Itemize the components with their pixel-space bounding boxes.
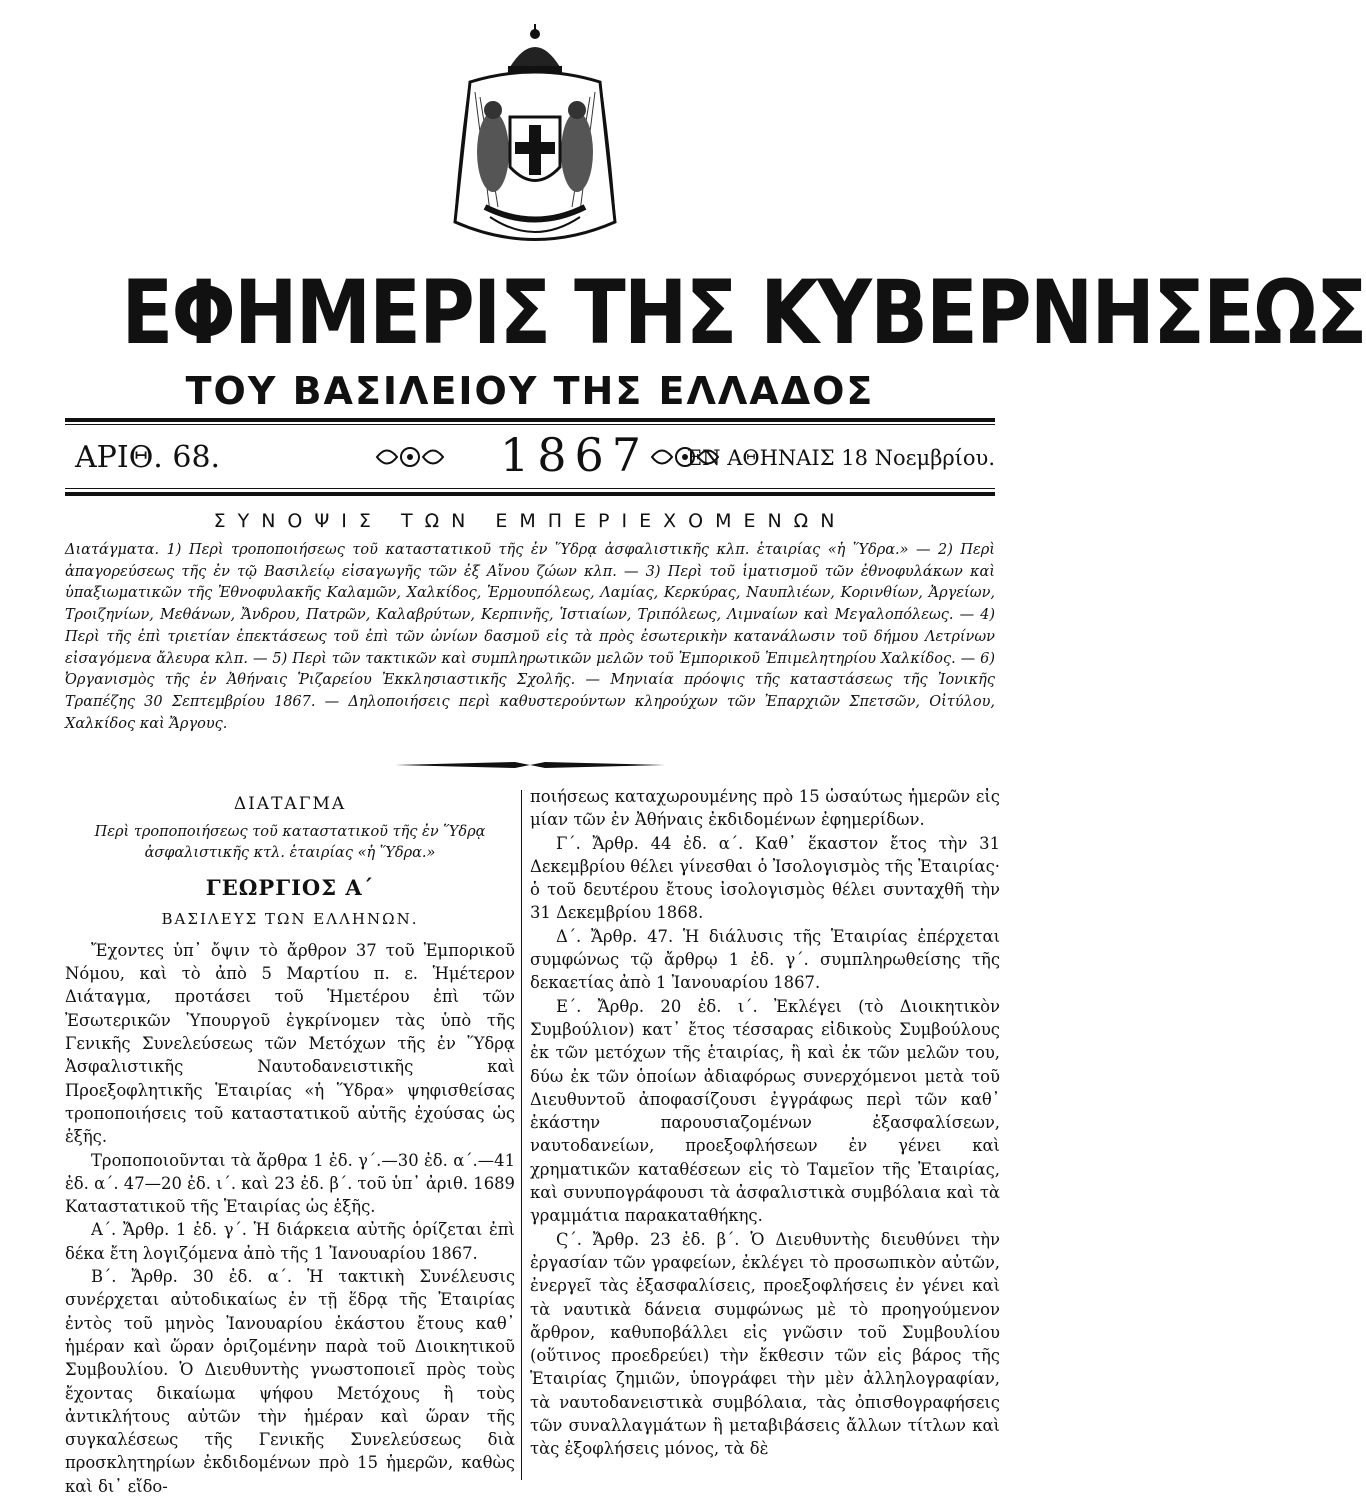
paragraph: ποιήσεως καταχωρουμένης πρὸ 15 ὡσαύτως ἡμερῶν εἰς μίαν τῶν ἐν Ἀθήναις ἐκδιδομένων ἐφημερίδων.	[530, 787, 1000, 830]
top-rule	[65, 418, 995, 422]
decree-subject: Περὶ τροποποιήσεως τοῦ καταστατικοῦ τῆς ἐν Ὕδρᾳ ἀσφαλιστικῆς κτλ. ἑταιρίας «ἡ Ὕδρα.»	[94, 824, 486, 862]
toc-title: ΣΥΝΟΨΙΣ ΤΩΝ ΕΜΠΕΡΙΕΧΟΜΕΝΩΝ	[213, 510, 847, 532]
paragraph: Τροποποιοῦνται τὰ ἄρθρα 1 ἐδ. γ΄.—30 ἐδ. α΄.—41 ἐδ. α΄. 47—20 ἐδ. ι΄. καὶ 23 ἐδ. β΄. τοῦ ὑπ᾽ ἀριθ. 1689 Καταστατικοῦ τῆς Ἑταιρίας ὡς ἑξῆς.	[65, 1150, 515, 1217]
top-rule-thin	[65, 424, 995, 425]
masthead-subtitle: ΤΟΥ ΒΑΣΙΛΕΙΟΥ ΤΗΣ ΕΛΛΑΔΟΣ	[185, 369, 875, 413]
issue-rule	[65, 492, 995, 496]
issue-number: ΑΡΙΘ. 68.	[75, 440, 221, 475]
issue-rule-thin	[65, 488, 995, 489]
right-column	[530, 785, 1000, 1461]
paragraph: Δ΄. Ἄρθρ. 47. Ἡ διάλυσις τῆς Ἑταιρίας ἐπέρχεται συμφώνως τῷ ἄρθρῳ 1 ἐδ. γ΄. συμπληρωθείσης τῆς δεκαετίας ἀπὸ 1 Ἰανουαρίου 1867.	[530, 926, 1000, 993]
king-name: ΓΕΩΡΓΙΟΣ Α΄	[205, 875, 375, 901]
coat-of-arms-icon	[430, 22, 640, 262]
gazette-page	[55, 0, 1366, 1500]
column-divider	[521, 790, 522, 1480]
left-column	[65, 785, 515, 1498]
masthead-title: ΕΦΗΜΕΡΙΣ ΤΗΣ ΚΥΒΕΡΝΗΣΕΩΣ	[121, 261, 1366, 364]
paragraph: Ε΄. Ἄρθρ. 20 ἐδ. ι΄. Ἐκλέγει (τὸ Διοικητικὸν Συμβούλιον) κατ᾽ ἔτος τέσσαρας εἰδικοὺς Συμβούλους ἐκ τῶν μετόχων τῆς ἑταιρίας, ἢ καὶ ἐκ τῶν μελῶν του, δύω ἐκ τῶν ὁποίων ἀδιαφόρως συνερχόμενοι μετὰ τοῦ Διευθυντοῦ ἀποφασίζουσι ἐγγράφως περὶ τῶν καθ᾽ ἑκάστην παρουσιαζομένων ἐξασφαλίσεων, ναυτοδανείων, προεξοφλήσεων ἐν γένει καὶ χρηματικῶν καταθέσεων εἰς τὸ Ταμεῖον τῆς Ἑταιρίας, καὶ συνυπογράφουσι τὰ ἀσφαλιστικὰ συμβόλαια καὶ τὰ γραμμάτια παρακαταθήκης.	[530, 996, 1000, 1226]
ornament-icon	[375, 442, 445, 472]
paragraph: Β΄. Ἄρθρ. 30 ἐδ. α΄. Ἡ τακτικὴ Συνέλευσις συνέρχεται αὐτοδικαίως ἐν τῇ ἕδρᾳ τῆς Ἑταιρίας ἐντὸς τοῦ μηνὸς Ἰανουαρίου ἑκάστου ἔτους καθ᾽ ἡμέραν καὶ ὥραν ὁριζομένην παρὰ τοῦ Διοικητικοῦ Συμβουλίου. Ὁ Διευθυντὴς γνωστοποιεῖ πρὸς τοὺς ἔχοντας δικαίωμα ψήφου Μετόχους ἢ τοὺς ἀντικλήτους αὐτῶν τὴν ἡμέραν καὶ ὥραν τῆς συγκαλέσεως τῆς Γενικῆς Συνελεύσεως διὰ προσκλητηρίων ἐκδιδομένων πρὸ 15 ἡμερῶν, καθὼς καὶ δι᾽ εἴδο-	[65, 1267, 515, 1496]
issue-place-date: ΕΝ ΑΘΗΝΑΙΣ 18 Νοεμβρίου.	[686, 446, 995, 470]
issue-row	[65, 428, 995, 484]
issue-year: 1867	[500, 428, 650, 482]
toc-text: Διατάγματα. 1) Περὶ τροποποιήσεως τοῦ καταστατικοῦ τῆς ἐν Ὕδρᾳ ἀσφαλιστικῆς κλπ. ἑταιρίας «ἡ Ὕδρα.» — 2) Περὶ ἀπαγορεύσεως τῆς ἐν τῷ Βασιλείῳ εἰσαγωγῆς τῶν ἐξ Αἴνου ζώων κλπ. — 3) Περὶ τοῦ ἱματισμοῦ τῶν ἐθνοφυλάκων καὶ ὑπαξιωματικῶν τῆς Ἐθνοφυλακῆς Καλαμῶν, Χαλκίδος, Ἑρμουπόλεως, Λαμίας, Κερκύρας, Ναυπλιέων, Κορινθίων, Ἀργείων, Τροιζηνίων, Μεθάνων, Ἄνδρου, Πατρῶν, Καλαβρύτων, Κερπινῆς, Ἱστιαίων, Τριπόλεως, Λιμναίων καὶ Μεγαλοπόλεως. — 4) Περὶ τῆς ἐπὶ τριετίαν ἐπεκτάσεως τοῦ ἐπὶ τῶν ὠνίων δασμοῦ εἰς τὰ πρὸς ἐσωτερικὴν κατανάλωσιν τοῦ δήμου Λετρίνων εἰσαγόμενα ἄλευρα κλπ. — 5) Περὶ τῶν τακτικῶν καὶ συμπληρωτικῶν μελῶν τοῦ Ἐμπορικοῦ Ἐπιμελητηρίου Χαλκίδος. — 6) Ὀργανισμὸς τῆς ἐν Ἀθήναις Ῥιζαρείου Ἐκκλησιαστικῆς Σχολῆς. — Μηνιαία πρόοψις τῆς καταστάσεως τῆς Ἰονικῆς Τραπέζης 30 Σεπτεμβρίου 1867. — Δηλοποιήσεις περὶ καθυστερούντων κληρούχων τῶν Ἐπαρχιῶν Σπετσῶν, Οἰτύλου, Χαλκίδος καὶ Ἄργους.	[65, 542, 995, 732]
paragraph: Ἔχοντες ὑπ᾽ ὄψιν τὸ ἄρθρον 37 τοῦ Ἐμπορικοῦ Νόμου, καὶ τὸ ἀπὸ 5 Μαρτίου π. ε. Ἡμέτερον Διάταγμα, προτάσει τοῦ Ἡμετέρου ἐπὶ τῶν Ἐσωτερικῶν Ὑπουργοῦ ἐγκρίνομεν τὰς ὑπὸ τῆς Γενικῆς Συνελεύσεως τῶν Μετόχων τῆς ἐν Ὕδρᾳ Ἀσφαλιστικῆς Ναυτοδανειστικῆς καὶ Προεξοφλητικῆς Ἑταιρίας «ἡ Ὕδρα» ψηφισθείσας τροποποιήσεις τοῦ καταστατικοῦ αὐτῆς ἐχούσας ὡς ἑξῆς.	[65, 940, 515, 1147]
paragraph: Α΄. Ἄρθρ. 1 ἐδ. γ΄. Ἡ διάρκεια αὐτῆς ὁρίζεται ἐπὶ δέκα ἔτη λογιζόμενα ἀπὸ τῆς 1 Ἰανουαρίου 1867.	[65, 1220, 515, 1263]
paragraph: Ϛ΄. Ἄρθρ. 23 ἐδ. β΄. Ὁ Διευθυντὴς διευθύνει τὴν ἐργασίαν τῶν γραφείων, ἐκλέγει τὸ προσωπικὸν αὐτῶν, ἐνεργεῖ τὰς ἐξασφαλίσεις, προεξοφλήσεις ἐν γένει καὶ τὰ ναυτικὰ δάνεια συμφώνως μὲ τὸ προηγούμενον ἄρθρον, καθυποβάλλει εἰς γνῶσιν τοῦ Συμβουλίου (οὕτινος προεδρεύει) τὴν ἔκθεσιν τῶν εἰς βάρος τῆς Ἑταιρίας ζημιῶν, ὑπογράφει τὴν μὲν ἀλληλογραφίαν, τὰ ναυτοδανειστικὰ συμβόλαια, τὰς ὀπισθογραφήσεις τῶν συναλλαγμάτων ἢ μεταβιβάσεις ἄλλων τίτλων καὶ τὰς ἐξοφλήσεις μόνος, τὰ δὲ	[530, 1229, 1000, 1459]
king-title: ΒΑΣΙΛΕΥΣ ΤΩΝ ΕΛΛΗΝΩΝ.	[161, 909, 419, 928]
decree-title: ΔΙΑΤΑΓΜΑ	[233, 794, 347, 814]
divider-ornament-icon	[395, 760, 665, 770]
paragraph: Γ΄. Ἄρθρ. 44 ἐδ. α΄. Καθ᾽ ἕκαστον ἔτος τὴν 31 Δεκεμβρίου θέλει γίνεσθαι ὁ Ἰσολογισμὸς τῆς Ἑταιρίας· ὁ τοῦ δευτέρου ἔτους ἰσολογισμὸς θέλει συνταχθῆ τὴν 31 Δεκεμβρίου 1868.	[530, 833, 1001, 923]
